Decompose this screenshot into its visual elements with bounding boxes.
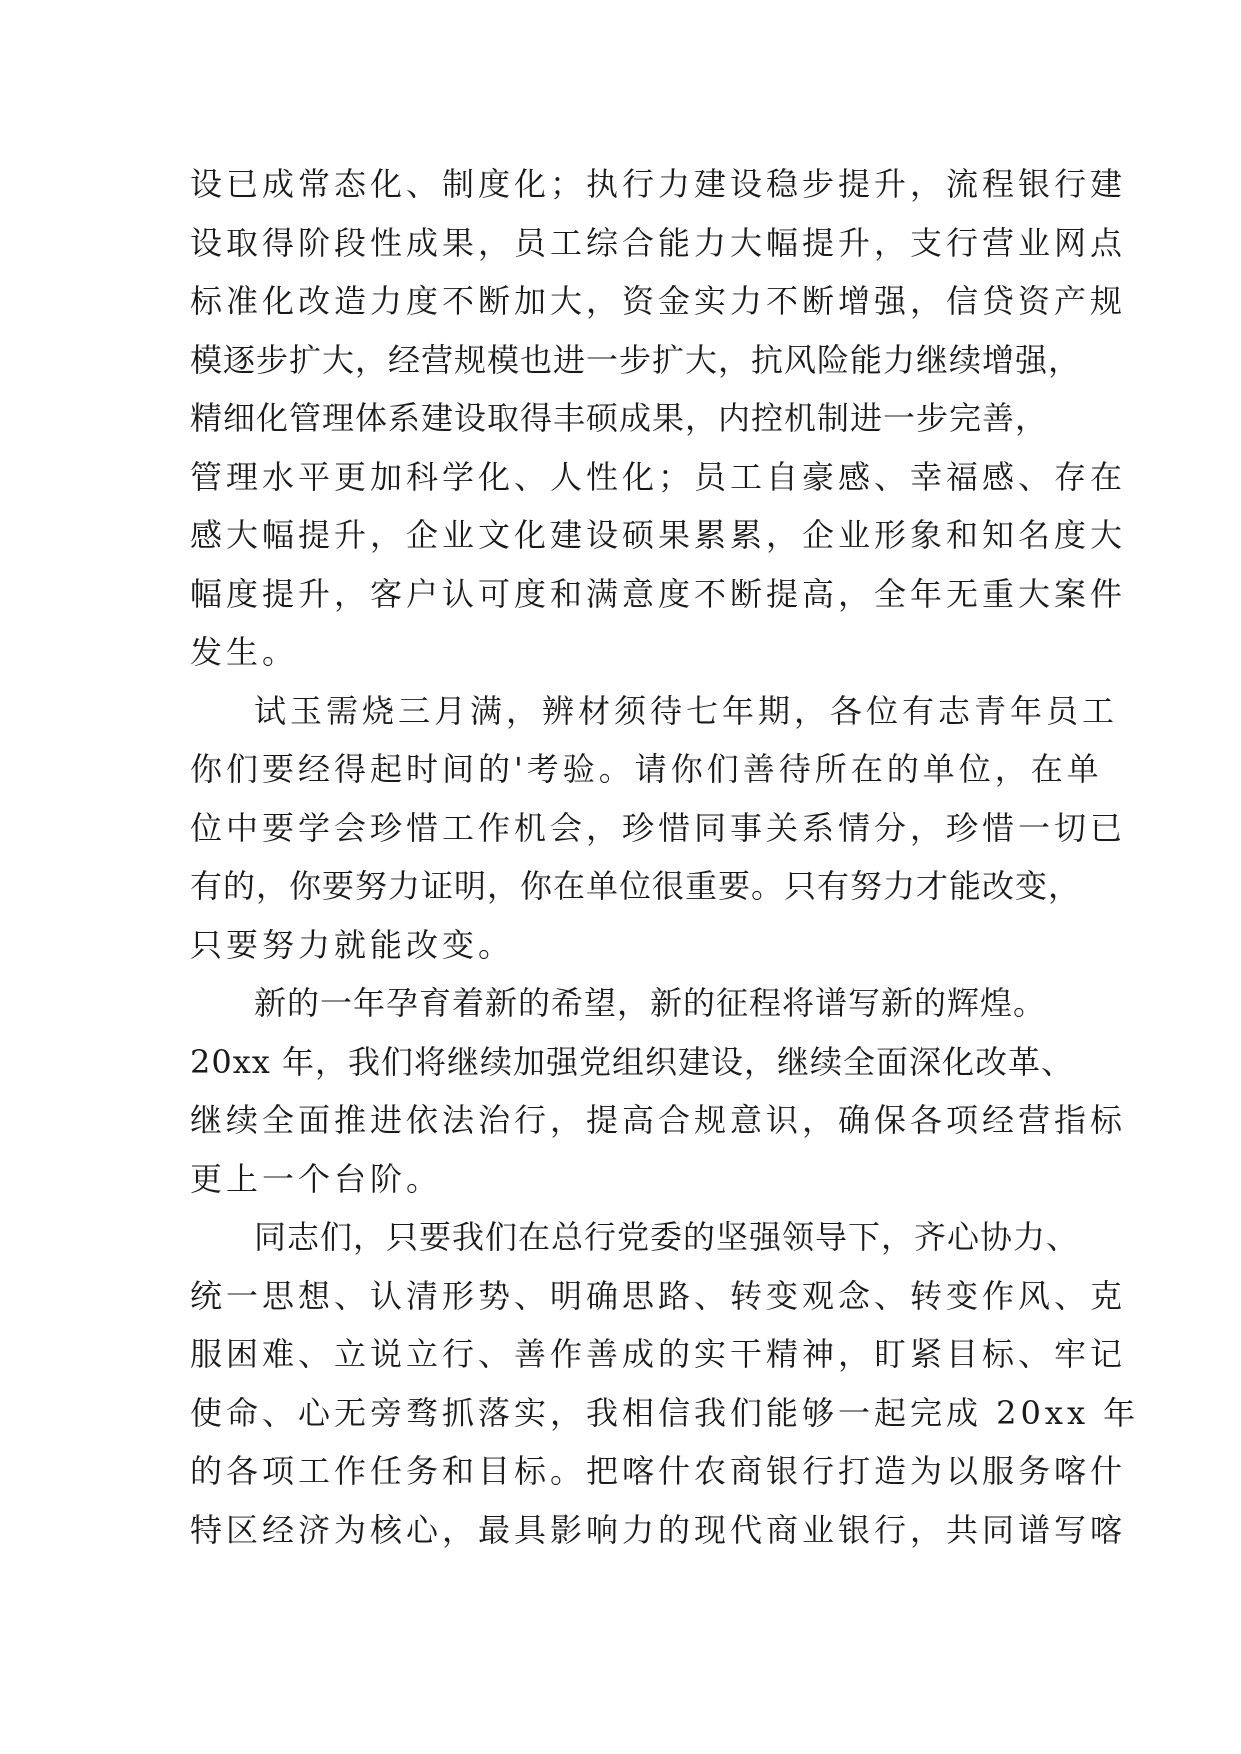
text-line: 只要努力就能改变。 xyxy=(190,925,515,964)
paragraph-1 xyxy=(190,155,1127,682)
text-line: 特区经济为核心，最具影响力的现代商业银行，共同谱写喀 xyxy=(190,1510,1127,1549)
text-line: 同志们，只要我们在总行党委的坚强领导下，齐心协力、 xyxy=(254,1218,1080,1256)
document-body xyxy=(190,155,1140,1559)
text-line: 发生。 xyxy=(190,633,299,671)
text-line: 位中要学会珍惜工作机会，珍惜同事关系情分，珍惜一切已 xyxy=(190,808,1127,847)
text-line: 统一思想、认清形势、明确思路、转变观念、转变作风、克 xyxy=(190,1276,1127,1315)
text-line: 的各项工作任务和目标。把喀什农商银行打造为以服务喀什 xyxy=(190,1452,1127,1490)
text-line: 幅度提升，客户认可度和满意度不断提高，全年无重大案件 xyxy=(190,574,1127,613)
text-line: 有的，你要努力证明，你在单位很重要。只有努力才能改变， xyxy=(190,867,1082,905)
text-line: 感大幅提升，企业文化建设硕果累累，企业形象和知名度大 xyxy=(190,516,1127,554)
text-line: 标准化改造力度不断加大，资金实力不断增强，信贷资产规 xyxy=(190,282,1127,320)
text-line: 设已成常态化、制度化；执行力建设稳步提升，流程银行建 xyxy=(190,165,1127,203)
text-line: 使命、心无旁骛抓落实，我相信我们能够一起完成 20xx 年 xyxy=(190,1393,1140,1432)
text-line: 新的一年孕育着新的希望，新的征程将谱写新的辉煌。 xyxy=(254,984,1047,1022)
text-line: 试玉需烧三月满，辨材须待七年期，各位有志青年员工 xyxy=(254,691,1119,730)
text-line: 更上一个台阶。 xyxy=(190,1159,443,1198)
text-line: 设取得阶段性成果，员工综合能力大幅提升，支行营业网点 xyxy=(190,223,1127,262)
text-line: 管理水平更加科学化、人性化；员工自豪感、幸福感、存在 xyxy=(190,457,1127,496)
paragraph-3 xyxy=(190,974,1127,1208)
text-line: 你们要经得起时间的'考验。请你们善待所在的单位，在单 xyxy=(190,750,1103,788)
text-line: 模逐步扩大，经营规模也进一步扩大，抗风险能力继续增强， xyxy=(190,340,1082,379)
text-line: 服困难、立说立行、善作善成的实干精神，盯紧目标、牢记 xyxy=(190,1335,1127,1373)
paragraph-2 xyxy=(190,682,1127,975)
text-line: 精细化管理体系建设取得丰硕成果，内控机制进一步完善， xyxy=(190,399,1049,437)
text-line: 20xx 年，我们将继续加强党组织建设，继续全面深化改革、 xyxy=(190,1042,1074,1081)
paragraph-4 xyxy=(190,1208,1140,1559)
text-line: 继续全面推进依法治行，提高合规意识，确保各项经营指标 xyxy=(190,1101,1127,1139)
